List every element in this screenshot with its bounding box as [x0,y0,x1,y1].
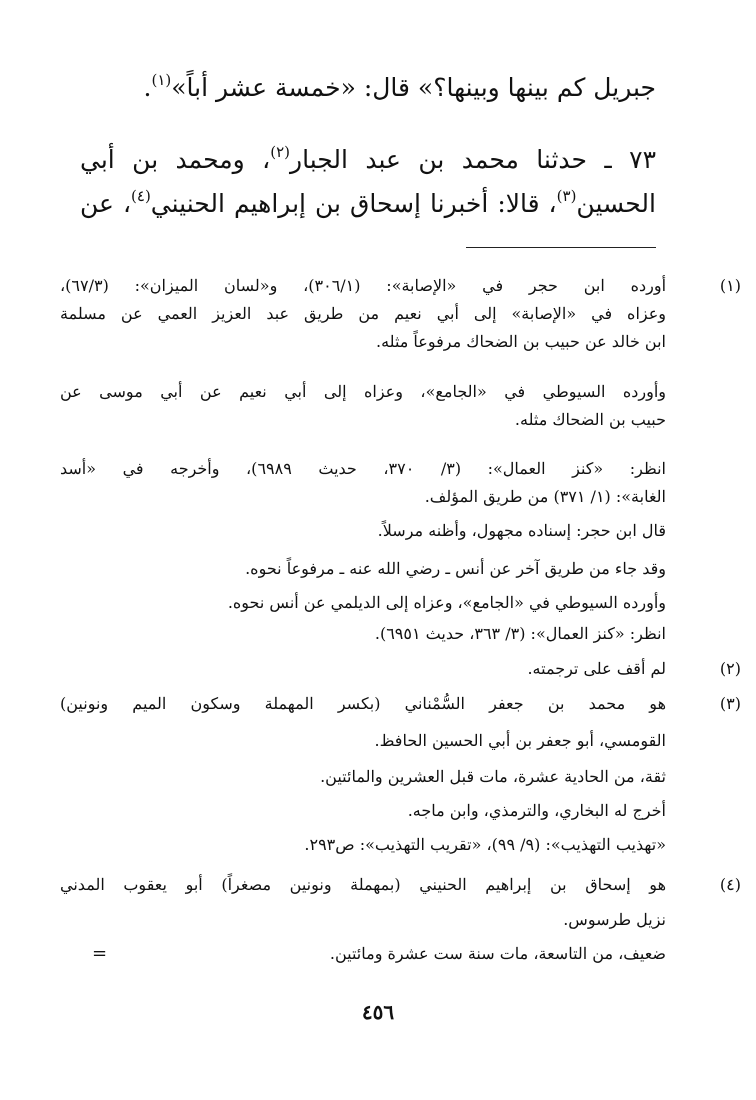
footnote-number-1: (١) [719,276,741,295]
footnote-ref-1[interactable]: (١) [151,70,172,89]
footnote-1-line: الغابة»: (١/ ٣٧١) من طريق المؤلف. [424,487,666,506]
footnote-3-line: أخرج له البخاري، والترمذي، وابن ماجه. [407,801,666,820]
hadith-text: ٧٣ ـ حدثنا محمد بن عبد الجبار [290,145,656,174]
hadith-73-line-1 [80,142,656,178]
footnote-3-line: «تهذيب التهذيب»: (٩/ ٩٩)، «تقريب التهذيب»: ص٢٩٣. [304,835,666,854]
footnote-number-2: (٢) [719,659,741,678]
footnote-2-line: لم أقف على ترجمته. [527,659,666,678]
footnote-1-line: وعزاه في «الإصابة» إلى أبي نعيم من طريق عبد العزيز العمي عن مسلمة [60,304,666,323]
footnote-1-line: وأورده السيوطي في «الجامع»، وعزاه إلى أبي نعيم عن أبي موسى عن [60,382,666,401]
footnote-ref-2[interactable]: (٢) [270,142,291,161]
footnote-1-line: وأورده السيوطي في «الجامع»، وعزاه إلى الديلمي عن أنس نحوه. [227,593,666,612]
footnote-1-line: ابن خالد عن حبيب بن الضحاك مرفوعاً مثله. [375,332,666,351]
footnote-number-3: (٣) [719,694,741,713]
footnote-1-line: انظر: «كنز العمال»: (٣/ ٣٧٠، حديث ٦٩٨٩)، وأخرجه في «أسد [60,459,666,478]
footnote-1-line: أورده ابن حجر في «الإصابة»: (٣٠٦/١)، و«لسان الميزان»: (٦٧/٣)، [60,276,667,295]
footnote-separator [466,247,656,248]
main-text: جبريل كم بينها وبينها؟» قال: «خمسة عشر أباً» [171,73,656,102]
footnote-3-line: ثقة، من الحادية عشرة، مات قبل العشرين والمائتين. [320,767,666,786]
footnote-4-line: هو إسحاق بن إبراهيم الحنيني (بمهملة ونونين مصغراً) أبو يعقوب المدني [60,875,666,894]
hadith-text: ، عن [80,189,132,218]
footnote-4-line: ضعيف، من التاسعة، مات سنة ست عشرة ومائتين. [329,944,666,963]
footnote-1-line: حبيب بن الضحاك مثله. [514,410,666,429]
hadith-text: ، ومحمد بن أبي [80,145,271,174]
footnote-1-line: وقد جاء من طريق آخر عن أنس ـ رضي الله عنه ـ مرفوعاً نحوه. [245,559,666,578]
footnote-4-line: نزيل طرسوس. [563,910,666,929]
footnote-3-line: هو محمد بن جعفر السُّمْناني (بكسر المهملة وسكون الميم ونونين) [60,694,667,713]
page-number: ٤٥٦ [361,1000,395,1024]
continuation-mark: = [92,943,108,964]
hadith-73-line-2 [80,186,656,222]
footnote-number-4: (٤) [719,875,741,894]
hadith-text: الحسين [576,189,656,218]
footnote-1-line: قال ابن حجر: إسناده مجهول، وأظنه مرسلاً. [377,521,666,540]
footnote-ref-4[interactable]: (٤) [131,186,151,205]
footnote-3-line: القومسي، أبو جعفر بن أبي الحسين الحافظ. [374,731,666,750]
main-text-line-1 [80,70,656,106]
footnote-1-line: انظر: «كنز العمال»: (٣/ ٣٦٣، حديث ٦٩٥١). [374,624,666,643]
hadith-text: ، قالا: أخبرنا إسحاق بن إبراهيم الحنيني [150,189,557,218]
footnote-ref-3[interactable]: (٣) [556,186,577,205]
main-text: . [143,73,152,102]
